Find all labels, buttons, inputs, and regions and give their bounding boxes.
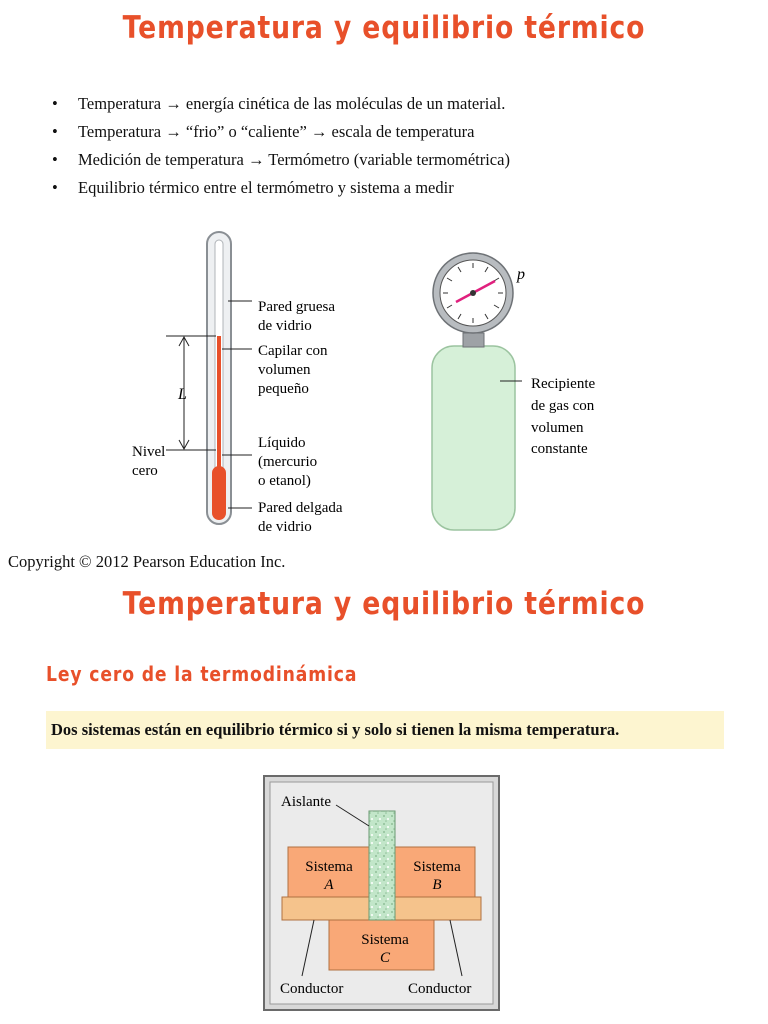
capillary-liquid bbox=[217, 336, 221, 476]
gauge-pivot bbox=[470, 290, 476, 296]
liquid-bulb bbox=[212, 466, 226, 520]
label-capillary-2: volumen bbox=[258, 362, 311, 378]
system-b-letter: B bbox=[432, 877, 442, 893]
label-container-1: Recipiente bbox=[531, 376, 596, 392]
length-label: L bbox=[178, 386, 187, 403]
bullet-dot: • bbox=[52, 150, 58, 169]
label-capillary-3: pequeño bbox=[258, 381, 309, 397]
zeroth-law-statement: Dos sistemas están en equilibrio térmico si y solo si tienen la misma temperatura. bbox=[46, 711, 724, 749]
bullet-text: Temperatura → energía cinética de las moléculas de un material. bbox=[78, 94, 506, 113]
label-capillary-1: Capilar con bbox=[258, 343, 328, 359]
bullet-dot: • bbox=[52, 178, 58, 197]
slide1-title: Temperatura y equilibrio térmico bbox=[122, 10, 646, 46]
system-a-letter: A bbox=[324, 877, 334, 893]
system-c-word: Sistema bbox=[361, 932, 409, 948]
pressure-label: p bbox=[517, 266, 525, 283]
label-wall-thin-1: Pared delgada bbox=[258, 500, 343, 516]
label-container-4: constante bbox=[531, 441, 588, 457]
zeroth-law-diagram bbox=[262, 774, 502, 1014]
label-wall-thick-2: de vidrio bbox=[258, 318, 312, 334]
bullet-text: Temperatura → “frio” o “caliente” → escala de temperatura bbox=[78, 122, 475, 141]
bullet-dot: • bbox=[52, 122, 58, 141]
system-a-word: Sistema bbox=[305, 859, 353, 875]
bullet-text: Medición de temperatura → Termómetro (variable termométrica) bbox=[78, 150, 510, 169]
insulator-label: Aislante bbox=[281, 794, 331, 810]
label-zero-level-1: Nivel bbox=[132, 444, 166, 460]
label-liquid-1: Líquido bbox=[258, 435, 306, 451]
label-liquid-3: o etanol) bbox=[258, 473, 311, 489]
label-container-3: volumen bbox=[531, 420, 584, 436]
label-liquid-2: (mercurio bbox=[258, 454, 318, 470]
insulator-wall bbox=[369, 811, 395, 920]
gauge-stem bbox=[463, 333, 484, 347]
conductor-right-label: Conductor bbox=[408, 981, 472, 997]
gas-container bbox=[432, 253, 522, 530]
bullet-dot: • bbox=[52, 94, 58, 113]
slide2-subtitle: Ley cero de la termodinámica bbox=[46, 662, 358, 686]
copyright: Copyright © 2012 Pearson Education Inc. bbox=[8, 552, 286, 571]
system-b-word: Sistema bbox=[413, 859, 461, 875]
label-wall-thick-1: Pared gruesa bbox=[258, 299, 336, 315]
thermometer bbox=[166, 232, 252, 524]
system-c-letter: C bbox=[379, 950, 391, 966]
conductor-left-label: Conductor bbox=[280, 981, 344, 997]
slide2-title: Temperatura y equilibrio térmico bbox=[122, 586, 646, 622]
label-wall-thin-2: de vidrio bbox=[258, 519, 312, 535]
gas-cylinder bbox=[432, 346, 515, 530]
label-container-2: de gas con bbox=[531, 398, 595, 414]
bullet-text: Equilibrio térmico entre el termómetro y sistema a medir bbox=[78, 178, 454, 197]
label-zero-level-2: cero bbox=[132, 463, 158, 479]
